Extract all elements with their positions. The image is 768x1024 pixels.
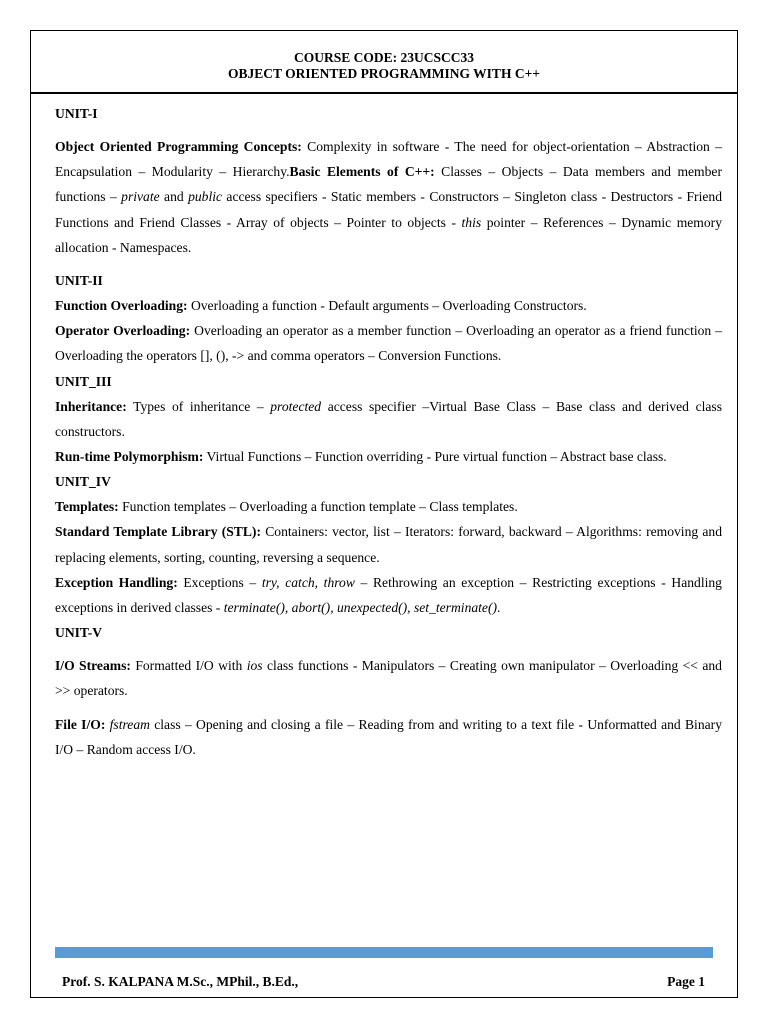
syllabus-content (55, 101, 722, 762)
course-code: COURSE CODE: 23UCSCC33 (293, 50, 474, 65)
course-title: OBJECT ORIENTED PROGRAMMING WITH C++ (228, 66, 540, 81)
unit-2-title: UNIT-II (55, 273, 103, 289)
header-rule (30, 92, 738, 94)
unit-4-paragraph-2: Standard Template Library (STL): Containers: vector, list – Iterators: forward, backward – Algorithms: removing and replacing elements, sorting, counting, reversing a sequence. (55, 524, 723, 565)
unit-2-paragraph-2: Operator Overloading: Overloading an operator as a member function – Overloading an operator as a friend function – Overloading the operators [], (), -> and comma operators – Conversion Functions. (55, 323, 722, 364)
footer-author: Prof. S. KALPANA M.Sc., MPhil., B.Ed., (62, 974, 299, 989)
unit-4-paragraph-1: Templates: Function templates – Overloading a function template – Class templates. (55, 499, 518, 515)
footer-bar (55, 947, 713, 958)
unit-5-paragraph-2: File I/O: fstream class – Opening and closing a file – Reading from and writing to a text file - Unformatted and Binary I/O – Random access I/O. (55, 716, 722, 757)
unit-1-paragraph: Object Oriented Programming Concepts: Complexity in software - The need for object-orientation – Abstraction – Encapsulation – Modularity – Hierarchy.Basic Elements of C++: Classes – Objects – Data members and member functions – private and public access specifiers - Static members - Constructors – Singleton class - Destructors - Friend Functions and Friend Classes - Array of objects – Pointer to objects - this pointer – References – Dynamic memory allocation - Namespaces. (55, 139, 722, 255)
unit-4-paragraph-3: Exception Handling: Exceptions – try, catch, throw – Rethrowing an exception – Restricting exceptions - Handling exceptions in derived classes - terminate(), abort(), unexpected(), set_terminate(). (55, 574, 722, 616)
unit-3-paragraph-2: Run-time Polymorphism: Virtual Functions – Function overriding - Pure virtual function – Abstract base class. (55, 449, 667, 465)
unit-3-paragraph-1: Inheritance: Types of inheritance – protected access specifier –Virtual Base Class – Base class and derived class constructors. (55, 398, 722, 439)
unit-2-paragraph-1: Function Overloading: Overloading a function - Default arguments – Overloading Constructors. (55, 298, 587, 314)
unit-5-paragraph-1: I/O Streams: Formatted I/O with ios class functions - Manipulators – Creating own manipulator – Overloading << and >> operators. (55, 658, 722, 699)
unit-4-title: UNIT_IV (55, 474, 111, 490)
unit-1-title: UNIT-I (55, 106, 98, 121)
document-header (30, 50, 738, 82)
unit-5-title: UNIT-V (55, 625, 103, 641)
page-number: Page 1 (667, 974, 705, 989)
unit-3-title: UNIT_III (55, 373, 112, 389)
